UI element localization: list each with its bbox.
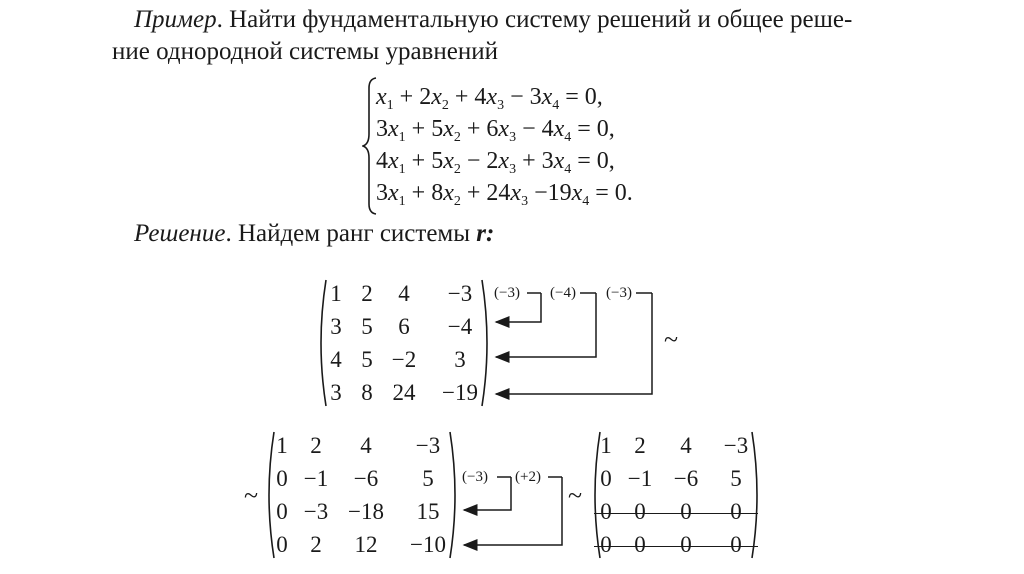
- variable-index: 2: [453, 162, 461, 177]
- matrix-cell: 2: [361, 281, 373, 306]
- matrix-cell: 4: [360, 433, 372, 458]
- equation-term: − 3: [504, 84, 542, 110]
- variable-index: 3: [521, 194, 529, 209]
- variable-index: 1: [398, 162, 406, 177]
- matrix-cell: 3: [330, 314, 342, 339]
- matrix-cell: 1: [276, 433, 288, 458]
- matrix-cell: 0: [276, 532, 288, 557]
- matrix-cell: −6: [673, 466, 699, 491]
- variable: x: [571, 180, 583, 206]
- variable: x: [388, 148, 399, 174]
- variable: x: [443, 116, 454, 142]
- matrix-cell: 4: [398, 281, 410, 306]
- equation-term: = 0.: [589, 180, 633, 206]
- matrix-cell: 2: [310, 532, 322, 557]
- matrix-cell: 0: [730, 532, 742, 557]
- variable-index: 4: [564, 162, 572, 177]
- variable-index: 4: [564, 130, 572, 145]
- matrix-cell: 0: [634, 532, 646, 557]
- variable: x: [388, 180, 399, 206]
- variable-index: 1: [398, 194, 406, 209]
- equation-term: + 4: [448, 84, 487, 110]
- matrix-cell: 2: [310, 433, 322, 458]
- equation-term: 3: [376, 116, 388, 142]
- matrix-cell: 3: [330, 380, 342, 405]
- equation-term: = 0,: [571, 116, 615, 142]
- variable: x: [486, 84, 498, 110]
- variable-index: 2: [453, 194, 461, 209]
- intro-text-1: . Найти фундаментальную систему решений и общее реше-: [216, 6, 853, 33]
- variable: x: [541, 84, 553, 110]
- solution-text: . Найдем ранг системы: [225, 220, 477, 247]
- matrix-cell: 0: [600, 499, 612, 524]
- matrix-cell: −3: [447, 281, 473, 306]
- rank-variable: r:: [476, 220, 495, 247]
- matrix-cell: −1: [627, 466, 653, 491]
- multiplier-4: (−3): [462, 469, 488, 485]
- matrix-cell: 1: [600, 433, 612, 458]
- variable: x: [443, 148, 454, 174]
- equation-term: − 4: [516, 116, 554, 142]
- multiplier-2: (−4): [550, 285, 576, 301]
- matrix-cell: 4: [680, 433, 692, 458]
- equation-term: 3: [376, 180, 388, 206]
- solution-label: Решение: [134, 220, 226, 247]
- matrix-cell: 24: [392, 380, 416, 405]
- variable-index: 3: [509, 162, 517, 177]
- equation-term: + 2: [393, 84, 432, 110]
- matrix-cell: −4: [447, 314, 473, 339]
- matrix-cell: 0: [730, 499, 742, 524]
- equation-term: + 6: [460, 116, 499, 142]
- variable-index: 2: [453, 130, 461, 145]
- variable: x: [388, 116, 399, 142]
- matrix-cell: 8: [361, 380, 373, 405]
- equation-term: = 0,: [571, 148, 615, 174]
- variable-index: 4: [582, 194, 590, 209]
- multiplier-3: (−3): [606, 285, 632, 301]
- matrix-cell: −18: [348, 499, 384, 524]
- matrix-cell: 3: [454, 347, 466, 372]
- equation-term: − 2: [460, 148, 499, 174]
- multiplier-1: (−3): [494, 285, 520, 301]
- matrix-cell: −10: [410, 532, 446, 557]
- variable-index: 3: [509, 130, 517, 145]
- matrix-cell: −19: [442, 380, 478, 405]
- matrix-cell: 5: [422, 466, 434, 491]
- variable: x: [498, 148, 510, 174]
- equiv-tilde-1: ~: [664, 325, 679, 354]
- variable-index: 1: [398, 130, 406, 145]
- equation-term: + 24: [460, 180, 511, 206]
- matrix-cell: 4: [330, 347, 342, 372]
- variable-index: 1: [386, 98, 394, 113]
- matrix-cell: 0: [600, 466, 612, 491]
- variable-index: 4: [552, 98, 560, 113]
- matrix-cell: −3: [415, 433, 441, 458]
- matrix-cell: 0: [634, 499, 646, 524]
- example-label: Пример: [134, 6, 217, 33]
- variable: x: [443, 180, 454, 206]
- multiplier-5: (+2): [515, 469, 541, 485]
- equiv-tilde-3: ~: [568, 481, 583, 510]
- matrix-step-2: [588, 430, 764, 560]
- variable-index: 2: [441, 98, 449, 113]
- matrix-cell: 0: [600, 532, 612, 557]
- matrix-cell: 0: [680, 499, 692, 524]
- matrix-cell: 5: [361, 347, 373, 372]
- variable: x: [376, 84, 387, 110]
- matrix-cell: 0: [276, 466, 288, 491]
- matrix-cell: 5: [361, 314, 373, 339]
- matrix-cell: 6: [398, 314, 410, 339]
- matrix-cell: 0: [276, 499, 288, 524]
- variable: x: [553, 116, 565, 142]
- equation-term: 4: [376, 148, 388, 174]
- equiv-tilde-2: ~: [244, 481, 259, 510]
- matrix-cell: 12: [354, 532, 378, 557]
- matrix-cell: −3: [723, 433, 749, 458]
- equation-term: + 8: [405, 180, 444, 206]
- matrix-cell: 15: [416, 499, 440, 524]
- strikethrough-line: [594, 546, 758, 547]
- variable-index: 3: [497, 98, 505, 113]
- equation-term: + 5: [405, 148, 444, 174]
- variable: x: [510, 180, 522, 206]
- variable: x: [498, 116, 510, 142]
- matrix-cell: −6: [353, 466, 379, 491]
- equation-term: = 0,: [559, 84, 603, 110]
- matrix-cell: 2: [634, 433, 646, 458]
- matrix-cell: −1: [303, 466, 329, 491]
- matrix-cell: −2: [391, 347, 417, 372]
- matrix-cell: 0: [680, 532, 692, 557]
- matrix-cell: 1: [330, 281, 342, 306]
- matrix-cell: 5: [730, 466, 742, 491]
- equation-term: + 5: [405, 116, 444, 142]
- intro-line-2: ние однородной системы уравнений: [112, 38, 498, 65]
- matrix-cell: −3: [303, 499, 329, 524]
- equation-term: −19: [528, 180, 572, 206]
- equation-term: + 3: [516, 148, 554, 174]
- variable: x: [431, 84, 442, 110]
- strikethrough-line: [594, 513, 758, 514]
- variable: x: [553, 148, 565, 174]
